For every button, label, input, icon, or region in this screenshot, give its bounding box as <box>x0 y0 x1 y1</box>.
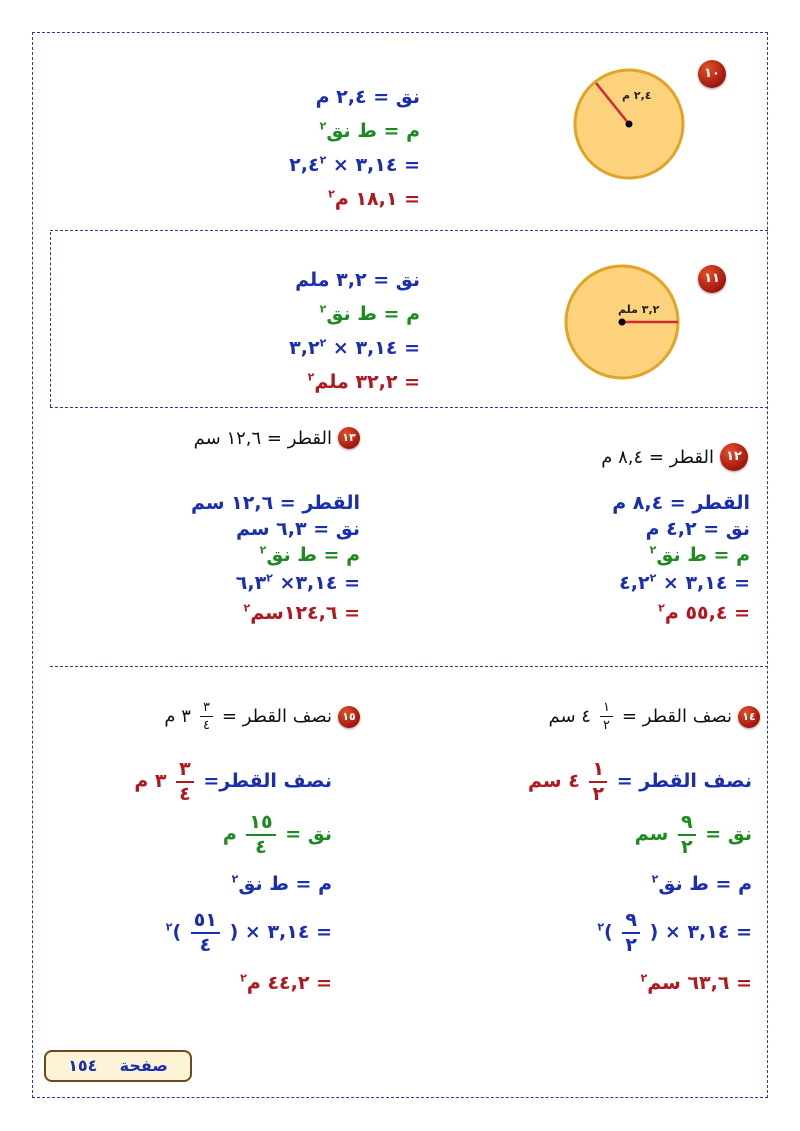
line-diameter: القطر = ٨,٤ م <box>612 492 750 514</box>
separator <box>50 666 768 667</box>
line-radius: نق = ٣,٢ ملم <box>295 269 420 291</box>
line-radius: نق = $\frac{١٥}{٤}$ م <box>222 810 332 858</box>
circle-figure-11 <box>562 262 692 392</box>
line-formula: م = ط نق$^٢$ <box>231 872 332 895</box>
problem-number-15: ١٥ <box>338 706 360 728</box>
separator <box>50 232 51 407</box>
circle-label-11: ٣,٢ ملم <box>618 303 660 316</box>
line-radius: نق = $\frac{٩}{٢}$ سم <box>634 810 752 858</box>
problem-heading-12 <box>601 443 748 471</box>
line-half-diameter: نصف القطر= $\frac{٣}{٤}$ ٣ م <box>134 757 332 805</box>
problem-number-13: ١٣ <box>338 427 360 449</box>
page-number-badge <box>44 1050 192 1082</box>
line-formula: م = ط نق$^٢$ <box>649 543 750 566</box>
fraction: $\frac{٥١}{٤}$ <box>191 911 220 955</box>
line-formula: م = ط نق$^٢$ <box>319 119 420 142</box>
fraction: $\frac{٩}{٢}$ <box>678 813 696 857</box>
line-substitution: = ٣,١٤ × ( $\frac{٩}{٢}$ )$^٢$ <box>597 908 752 956</box>
line-result: = ٥٥,٤ م$^٢$ <box>658 601 750 624</box>
line-result: = ٣٢,٢ ملم$^٢$ <box>307 370 420 393</box>
problem-heading-15: ١٥ نصف القطر = $\frac{٣}{٤}$ ٣ م <box>164 701 360 732</box>
line-formula: م = ط نق$^٢$ <box>319 302 420 325</box>
line-substitution: = ٣,١٤ × ( $\frac{٥١}{٤}$ )$^٢$ <box>165 908 332 956</box>
heading-text-13: القطر = ١٢,٦ سم <box>193 427 332 449</box>
separator <box>50 407 768 408</box>
solution-15 <box>100 758 332 1006</box>
line-substitution: = ٣,١٤× $٦,٣^٢$ <box>235 571 360 594</box>
problem-number-10: ١٠ <box>698 60 726 88</box>
line-substitution: = ٣,١٤ × $٢,٤^٢$ <box>289 153 420 176</box>
line-substitution: = ٣,١٤ × $٣,٢^٢$ <box>289 336 420 359</box>
line-diameter: القطر = ١٢,٦ سم <box>190 492 360 514</box>
line-half-diameter: نصف القطر = $\frac{١}{٢}$ ٤ سم <box>528 757 752 805</box>
center-dot-10 <box>626 121 633 128</box>
separator <box>50 230 768 231</box>
solution-13 <box>100 490 360 628</box>
fraction: $\frac{١}{٢}$ <box>589 760 607 804</box>
solution-12 <box>500 490 750 628</box>
problem-heading-13 <box>194 427 360 449</box>
line-radius: نق = ٤,٢ م <box>645 518 750 540</box>
solution-14 <box>440 758 752 1006</box>
problem-number-12: ١٢ <box>720 443 748 471</box>
line-radius: نق = ٦,٣ سم <box>235 518 360 540</box>
circle-label-10: ٢,٤ م <box>622 89 652 102</box>
line-result: = ١٢٤,٦سم$^٢$ <box>243 601 360 624</box>
line-result: = ٤٤,٢ م$^٢$ <box>240 971 332 994</box>
fraction-half: $\frac{١}{٢}$ <box>600 701 613 732</box>
heading-text-12: القطر = ٨,٤ م <box>601 446 714 468</box>
solution-10 <box>180 80 420 216</box>
fraction-three-quarters: $\frac{٣}{٤}$ <box>200 701 213 732</box>
line-result: = ٦٣,٦ سم$^٢$ <box>640 971 752 994</box>
problem-number-14: ١٤ <box>738 706 760 728</box>
page-label: صفحة <box>119 1056 168 1075</box>
circle-figure-10 <box>572 67 690 185</box>
line-formula: م = ط نق$^٢$ <box>651 872 752 895</box>
line-radius: نق = ٢,٤ م <box>315 86 420 108</box>
page-number: ١٥٤ <box>68 1056 98 1075</box>
line-formula: م = ط نق$^٢$ <box>259 543 360 566</box>
line-substitution: = ٣,١٤ × $٤,٢^٢$ <box>619 571 750 594</box>
line-result: = ١٨,١ م$^٢$ <box>328 187 420 210</box>
fraction: $\frac{١٥}{٤}$ <box>246 813 275 857</box>
fraction: $\frac{٣}{٤}$ <box>176 760 194 804</box>
problem-heading-14: ١٤ نصف القطر = $\frac{١}{٢}$ ٤ سم <box>548 701 760 732</box>
center-dot-11 <box>619 319 626 326</box>
fraction: $\frac{٩}{٢}$ <box>622 911 640 955</box>
problem-number-11: ١١ <box>698 265 726 293</box>
solution-11 <box>180 263 420 399</box>
